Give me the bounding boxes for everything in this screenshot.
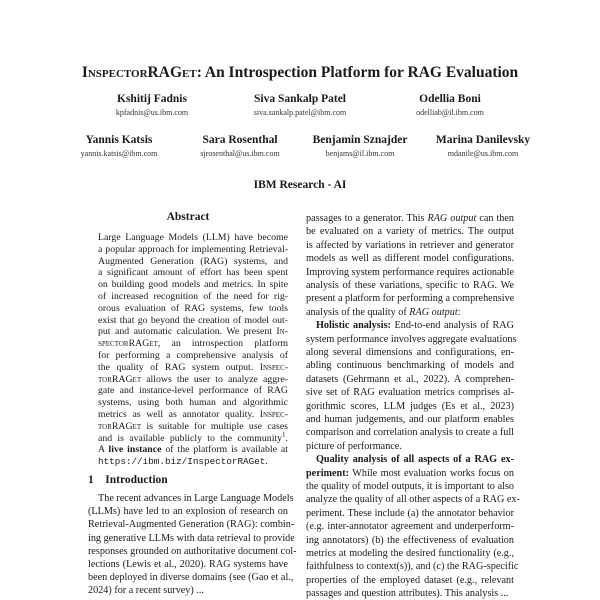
section-number: 1 <box>88 474 94 486</box>
text-line <box>98 444 288 456</box>
text-span: models as well as different model configurations. <box>306 253 514 265</box>
text-line <box>306 574 514 587</box>
text-span: In- <box>276 326 288 338</box>
text-span: 2024) for a recent survey) ... <box>88 585 204 597</box>
author-email: mdanile@us.ibm.com <box>447 149 519 158</box>
text-span: be evaluated on a variety of metrics. The output <box>306 226 514 238</box>
text-span: RAG output <box>409 306 458 318</box>
section-title: Introduction <box>105 474 168 486</box>
text-span: responses grounded on authoritative document col- <box>88 545 297 557</box>
author-email: odelliab@il.ibm.com <box>416 108 484 117</box>
text-span: abling continuous benchmarking of models and <box>306 360 514 372</box>
text-line <box>98 362 288 374</box>
text-line <box>88 571 294 584</box>
text-span: Holistic analysis: <box>316 320 391 332</box>
text-line <box>306 279 514 292</box>
text-line <box>88 545 297 558</box>
text-span: on building good models and metrics. In spite <box>98 279 288 291</box>
text-span: along several dimensions and configurations, en- <box>306 347 514 358</box>
author-email: benjams@il.ibm.com <box>325 149 395 158</box>
text-line <box>306 333 517 346</box>
text-span: comparison and correlation analysis to create a full <box>306 427 514 439</box>
text-span: passages to a generator. This <box>306 213 428 224</box>
author-name: Sara Rosenthal <box>202 134 278 146</box>
text-line <box>98 492 294 505</box>
text-span: of increased recognition of the need for rig- <box>98 291 288 302</box>
title-rest: : An Introspection Platform for RAG Evaluation <box>196 64 519 81</box>
text-span: RAG output <box>427 213 477 224</box>
author-name: Odellia Boni <box>419 93 481 105</box>
text-span: passages and question attributes). This analysis ... <box>306 588 509 600</box>
text-span: ing annotators) (b) the effectiveness of evaluation <box>306 534 514 546</box>
text-span: periment: <box>306 467 349 479</box>
text-line <box>306 239 514 252</box>
text-line <box>88 532 295 545</box>
author-name: Yannis Katsis <box>85 134 153 146</box>
text-line <box>306 560 519 573</box>
affiliation: IBM Research - AI <box>253 179 347 191</box>
text-line <box>98 350 288 362</box>
text-span: present a platform for performing a comprehensive <box>306 293 515 305</box>
text-line <box>306 306 514 319</box>
text-line <box>88 584 288 597</box>
text-line <box>306 359 514 372</box>
text-line <box>306 386 514 399</box>
author <box>60 134 178 158</box>
text-line <box>98 326 288 338</box>
text-span: gorithmic scores, LLM judges (Es et al., 2023) <box>306 400 514 412</box>
text-line <box>306 534 514 547</box>
text-line <box>306 225 514 238</box>
text-line <box>98 291 288 303</box>
text-line <box>306 480 514 493</box>
text-span: analyze the quality of all other aspects of a RAG ex- <box>306 494 520 506</box>
text-line <box>306 507 514 520</box>
text-span: faithfulness to context(s)), and (c) the RAG-specific <box>306 561 519 573</box>
paper-title <box>0 64 600 82</box>
text-line <box>316 319 514 332</box>
text-span: is suitable for multiple use cases <box>141 420 288 432</box>
text-line <box>306 400 514 413</box>
text-span: End-to-end analysis of RAG <box>390 320 514 332</box>
text-span: sive set of RAG evaluation metrics comprises al- <box>306 387 514 399</box>
text-span: orous evaluation of RAG systems, few tools <box>98 302 288 314</box>
text-line <box>306 467 514 480</box>
text-line <box>306 373 514 386</box>
author <box>391 93 509 117</box>
text-span: exist that go beyond the creation of model out- <box>98 314 288 326</box>
text-span: Large Language Models (LLM) have become <box>98 232 288 243</box>
text-span: properties of the employed dataset (e.g., relevant <box>306 574 514 586</box>
text-span: datasets (Gehrmann et al., 2022). A comprehen- <box>306 373 514 385</box>
author <box>93 93 211 117</box>
author <box>301 134 419 158</box>
text-line <box>98 232 288 244</box>
text-span: and human judgements, and our platform enables <box>306 414 514 425</box>
text-span: live instance <box>108 444 162 456</box>
text-span: (LLMs) have led to an explosion of research on <box>88 506 288 518</box>
author-email: sjrosenthal@us.ibm.com <box>200 149 280 158</box>
text-span: . <box>265 456 268 468</box>
text-line <box>306 587 514 600</box>
text-span: A <box>98 444 109 456</box>
text-line <box>306 413 514 426</box>
author-name: Siva Sankalp Patel <box>253 93 347 105</box>
abstract-heading: Abstract <box>166 211 210 223</box>
text-line <box>306 547 514 560</box>
text-span: periment. These include (a) the annotator behavior <box>306 507 514 519</box>
text-line <box>306 346 514 359</box>
text-line <box>306 493 520 506</box>
text-span: is affected by variations in retriever and generator <box>306 239 514 251</box>
text-line <box>306 252 514 265</box>
text-span: : <box>457 306 461 318</box>
text-span: and is available publicly to the community <box>98 432 283 444</box>
text-line <box>306 520 514 533</box>
text-span: 1 <box>282 430 286 439</box>
text-span: Quality analysis of all aspects of a RAG ex- <box>316 454 514 466</box>
text-line <box>98 385 288 397</box>
section-heading <box>88 473 168 487</box>
text-span: metrics as well as annotator quality. <box>98 409 260 420</box>
text-line <box>306 266 514 279</box>
text-line <box>88 518 295 531</box>
text-span: been deployed in diverse domains (see (Gao et al., <box>88 572 294 584</box>
text-line <box>306 212 514 225</box>
text-span: Inspec- <box>259 409 288 420</box>
text-span: allows the user to analyze aggre- <box>141 373 288 385</box>
text-line <box>306 426 514 439</box>
url-link[interactable]: https://ibm.biz/InspectorRAGet <box>98 456 266 468</box>
author <box>424 134 542 158</box>
text-span: The recent advances in Large Language Models <box>98 493 294 504</box>
text-line <box>306 292 514 305</box>
text-span: torRAGet <box>98 373 142 385</box>
text-line <box>88 505 288 518</box>
text-span: a significant amount of effort has been spent <box>98 267 288 279</box>
text-span: . <box>285 432 288 444</box>
text-line <box>98 409 288 421</box>
text-span: spectorRAGet <box>98 338 158 350</box>
text-line <box>98 374 288 386</box>
author-name: Benjamin Sznajder <box>312 134 408 146</box>
text-span: a popular approach for implementing Retrieval- <box>98 243 288 255</box>
text-span: ing generative LLMs with data retrieval to provide <box>88 532 295 544</box>
text-span: While most evaluation works focus on <box>349 467 514 479</box>
text-span: lections (Lewis et al., 2020). RAG systems have <box>88 559 288 570</box>
system-name: InspectorRAGet <box>81 64 197 81</box>
text-span: analysis of the quality of <box>306 306 410 318</box>
text-span: put and automatic calculation. We present <box>98 326 277 338</box>
author-name: Kshitij Fadnis <box>117 93 187 105</box>
text-span: Retrieval-Augmented Generation (RAG): combin- <box>88 519 295 531</box>
text-line <box>98 303 288 315</box>
text-span: Augmented Generation (RAG) systems, and <box>98 255 288 267</box>
text-line <box>98 256 288 268</box>
text-line <box>88 558 288 571</box>
text-span: of the platform is available at <box>161 444 288 456</box>
text-span: systems, using both human and algorithmic <box>98 397 288 409</box>
author <box>241 93 359 117</box>
text-span: can then <box>476 213 514 224</box>
text-span: gate and instance-level performance of RAG <box>98 385 288 397</box>
text-span: , an introspection platform <box>157 338 288 350</box>
text-span: the quality of model outputs, it is important to also <box>306 481 514 492</box>
text-span: system performance involves aggregate evaluations <box>306 333 517 345</box>
text-line <box>98 430 288 445</box>
author-name: Marina Danilevsky <box>435 134 531 146</box>
author-email: siva.sankalp.patel@ibm.com <box>253 108 347 117</box>
text-span: analysis of these variations, specific to RAG. We <box>306 280 514 291</box>
author-email: kpfadnis@us.ibm.com <box>115 108 189 117</box>
text-line <box>98 456 288 468</box>
text-line <box>98 244 288 256</box>
text-span: Improving system performance requires actionable <box>306 266 514 278</box>
text-span: (e.g. inter-annotator agreement and underperform- <box>306 521 514 533</box>
text-span: picture of performance. <box>306 440 402 452</box>
text-span: the quality of RAG system output. <box>98 361 260 373</box>
text-line <box>98 421 288 433</box>
text-span: torRAGet <box>98 420 142 432</box>
text-line <box>98 315 288 327</box>
text-line <box>98 397 288 409</box>
text-line <box>98 279 288 291</box>
text-line <box>98 338 288 350</box>
text-span: Inspec- <box>259 361 288 373</box>
author-email: yannis.katsis@ibm.com <box>80 149 158 158</box>
text-span: for performing a comprehensive analysis of <box>98 350 288 361</box>
text-line <box>306 440 514 453</box>
text-line <box>98 267 288 279</box>
text-line <box>316 453 514 466</box>
author <box>181 134 299 158</box>
text-span: metrics at modeling the desired functionality (e.g., <box>306 548 514 559</box>
